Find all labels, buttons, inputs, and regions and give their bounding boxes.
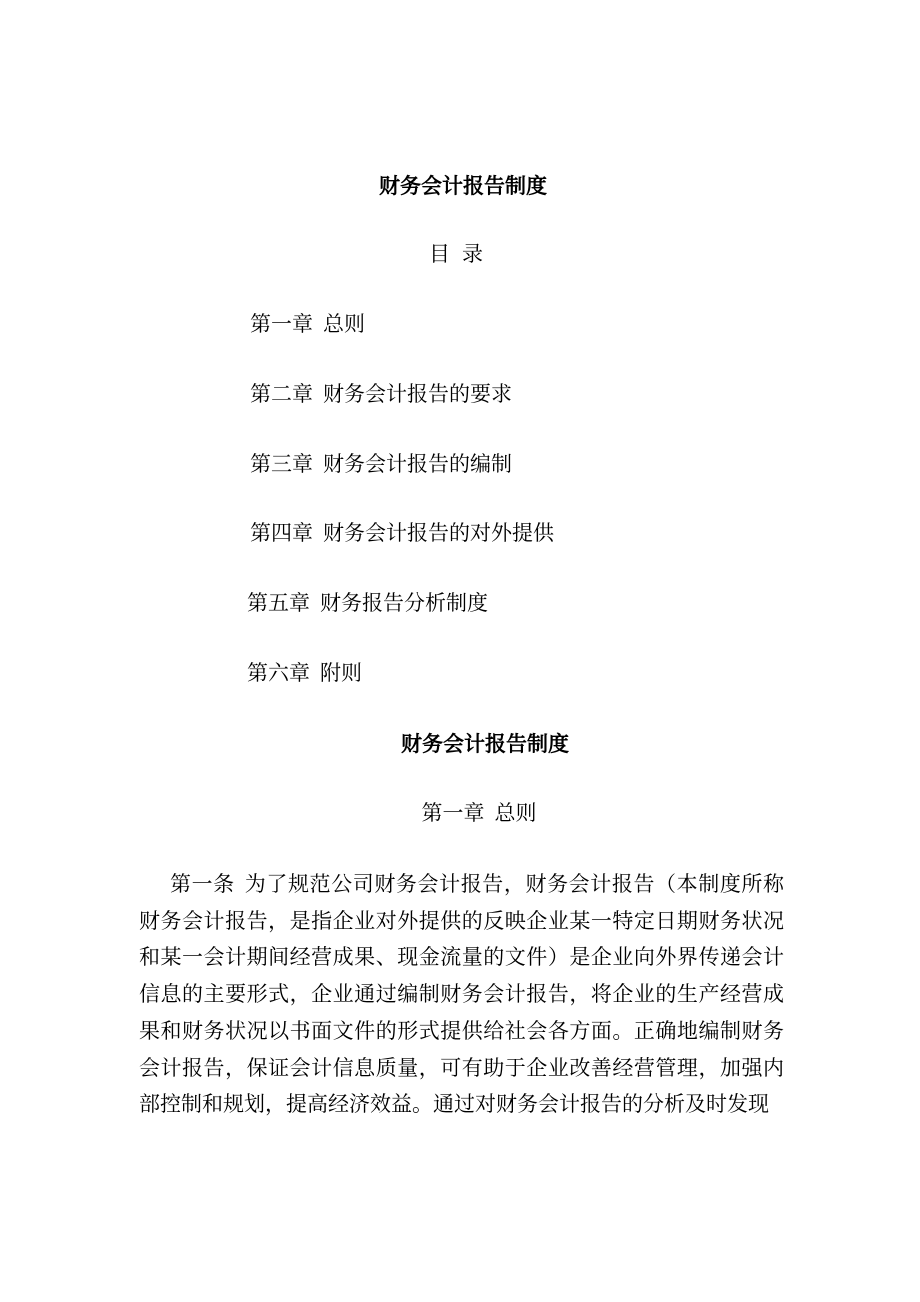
toc-heading: 目录 [429,242,495,266]
article-text: 为了规范公司财务会计报告，财务会计报告（本制度所称财务会计报告，是指企业对外提供的反映企业某一特定日期财务状况和某一会计期间经营成果、现金流量的文件）是企业向外界传递会计信息的主要形式，企业通过编制财务会计报告，将企业的生产经营成果和财务状况以书面文件的形式提供给社会各方面。正确地编制财务会计报告，保证会计信息质量，可有助于企业改善经营管理，加强内部控制和规划，提高经济效益。通过对财务会计报告的分析及时发现 [139,872,785,1117]
toc-item-title: 财务报告分析制度 [320,591,488,615]
toc-item-title: 财务会计报告的编制 [323,452,512,476]
toc-item-title: 总则 [323,312,365,336]
toc-item-title: 附则 [320,661,362,685]
toc-item-title: 财务会计报告的要求 [323,382,512,406]
toc-item [250,454,512,475]
toc-item [247,663,362,684]
article-paragraph [139,866,784,1123]
article-number: 第一条 [170,872,235,896]
chapter-number: 第一章 [421,801,485,825]
document-title: 财务会计报告制度 [379,173,547,198]
toc-item [250,314,365,335]
toc-item-number: 第六章 [247,661,310,685]
toc-item [247,593,488,614]
toc-item-number: 第三章 [250,452,313,476]
toc-item-number: 第一章 [250,312,313,336]
chapter-title: 总则 [494,801,537,825]
toc-item-number: 第二章 [250,382,313,406]
toc-item-title: 财务会计报告的对外提供 [323,521,554,545]
toc-item [250,523,554,544]
toc-item-number: 第四章 [250,521,313,545]
body-title: 财务会计报告制度 [401,731,569,756]
toc-item [250,384,512,405]
chapter-heading [0,803,920,824]
toc-item-number: 第五章 [247,591,310,615]
